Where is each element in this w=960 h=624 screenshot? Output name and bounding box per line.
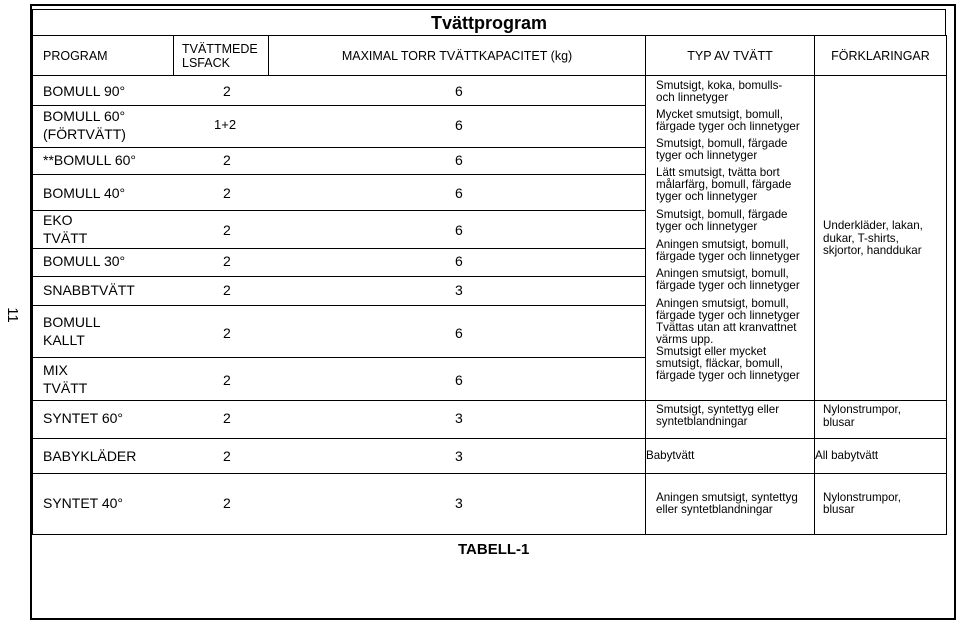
wash-type-text: smutsigt, fläckar, bomull, bbox=[656, 357, 783, 370]
wash-type-text: tyger och linnetyger bbox=[656, 220, 758, 233]
wash-type-text: Aningen smutsigt, bomull, bbox=[656, 238, 789, 251]
program-name: BOMULL 60° bbox=[43, 108, 126, 124]
header-type: TYP AV TVÄTT bbox=[646, 36, 815, 76]
wash-type-text: Aningen smutsigt, syntettyg bbox=[656, 491, 798, 504]
wash-type-text: Babytvätt bbox=[646, 439, 815, 474]
program-fack: 2 bbox=[223, 372, 231, 388]
syntet60-note bbox=[815, 404, 901, 429]
note-text: blusar bbox=[823, 415, 855, 429]
wash-type-text: Aningen smutsigt, bomull, bbox=[656, 297, 789, 310]
row-divider bbox=[33, 248, 645, 249]
note-text: dukar, T-shirts, bbox=[823, 231, 899, 245]
wash-type-text: Aningen smutsigt, bomull, bbox=[656, 267, 789, 280]
program-name: BABYKLÄDER bbox=[43, 448, 137, 464]
program-name: BOMULL 90° bbox=[43, 83, 126, 99]
program-name: SYNTET 40° bbox=[43, 495, 124, 511]
program-block-row bbox=[33, 76, 947, 439]
wash-type-text: Smutsigt eller mycket bbox=[656, 345, 767, 358]
program-list-cell bbox=[33, 76, 646, 439]
notes-cell bbox=[815, 76, 947, 439]
wash-type-text: Smutsigt, bomull, färgade bbox=[656, 208, 788, 221]
program-capacity: 3 bbox=[455, 282, 463, 298]
table-label: TABELL-1 bbox=[458, 541, 530, 558]
note-text: blusar bbox=[823, 503, 855, 516]
row-divider bbox=[33, 305, 645, 306]
row-divider bbox=[33, 276, 645, 277]
program-fack: 2 bbox=[223, 495, 231, 511]
program-capacity: 6 bbox=[455, 372, 463, 388]
program-fack: 2 bbox=[223, 282, 231, 298]
program-name: BOMULL 40° bbox=[43, 185, 126, 201]
wash-type-text: tyger och linnetyger bbox=[656, 149, 758, 162]
row-divider bbox=[33, 105, 645, 106]
wash-type-text: eller syntetblandningar bbox=[656, 503, 773, 516]
wash-type-text: Smutsigt, syntettyg eller bbox=[656, 403, 780, 416]
header-detergent: TVÄTTMEDE LSFACK bbox=[174, 36, 269, 76]
table-header-row bbox=[33, 36, 947, 76]
syntet40-program-cell bbox=[33, 474, 646, 535]
row-divider bbox=[33, 400, 645, 401]
program-fack: 2 bbox=[223, 222, 231, 238]
program-fack: 2 bbox=[223, 152, 231, 168]
program-fack: 2 bbox=[223, 410, 231, 426]
program-name: **BOMULL 60° bbox=[43, 152, 137, 168]
wash-type-text: Lätt smutsigt, tvätta bort bbox=[656, 166, 780, 179]
note-text: Nylonstrumpor, bbox=[823, 403, 901, 416]
note-text: Underkläder, lakan, bbox=[823, 219, 923, 232]
program-name: BOMULL 30° bbox=[43, 253, 126, 269]
program-name: SNABBTVÄTT bbox=[43, 282, 135, 298]
program-capacity: 3 bbox=[455, 410, 463, 426]
program-name: MIX bbox=[43, 362, 68, 378]
program-name: BOMULL bbox=[43, 314, 101, 330]
program-name-line2: (FÖRTVÄTT) bbox=[43, 126, 126, 142]
syntet60-type bbox=[646, 404, 779, 428]
syntet40-type bbox=[646, 474, 815, 535]
header-program: PROGRAM bbox=[33, 36, 174, 76]
program-capacity: 6 bbox=[455, 185, 463, 201]
wash-type-cell bbox=[646, 76, 815, 439]
note-text: All babytvätt bbox=[815, 439, 947, 474]
row-divider bbox=[646, 400, 814, 401]
program-capacity: 6 bbox=[455, 117, 463, 133]
wash-type-text: färgade tyger och linnetyger bbox=[656, 279, 800, 292]
syntet40-note bbox=[815, 474, 947, 535]
program-capacity: 6 bbox=[455, 253, 463, 269]
wash-type-text: syntetblandningar bbox=[656, 415, 748, 428]
program-name: SYNTET 60° bbox=[43, 410, 124, 426]
table-row bbox=[33, 439, 947, 474]
program-capacity: 3 bbox=[455, 495, 463, 511]
program-fack: 2 bbox=[223, 448, 231, 464]
table-row bbox=[33, 474, 947, 535]
program-name-line2: TVÄTT bbox=[43, 380, 88, 396]
note-text: skjortor, handdukar bbox=[823, 244, 922, 257]
wash-type-text: värms upp. bbox=[656, 333, 714, 346]
program-name: EKO bbox=[43, 212, 73, 228]
program-fack: 2 bbox=[223, 185, 231, 201]
header-notes: FÖRKLARINGAR bbox=[815, 36, 947, 76]
wash-type-text: Smutsigt, bomull, färgade bbox=[656, 137, 788, 150]
program-fack: 2 bbox=[223, 325, 231, 341]
program-fack: 1+2 bbox=[214, 117, 237, 132]
program-name-line2: KALLT bbox=[43, 332, 85, 348]
wash-program-table bbox=[32, 35, 947, 535]
wash-type-text: Mycket smutsigt, bomull, bbox=[656, 108, 783, 121]
program-capacity: 3 bbox=[455, 448, 463, 464]
wash-type-text: Tvättas utan att kranvattnet bbox=[656, 321, 797, 334]
wash-type-text: Smutsigt, koka, bomulls- bbox=[656, 79, 783, 92]
program-capacity: 6 bbox=[455, 83, 463, 99]
wash-type-text: tyger och linnetyger bbox=[656, 190, 758, 203]
wash-type-text: färgade tyger och linnetyger bbox=[656, 369, 800, 382]
row-divider bbox=[33, 210, 645, 211]
header-capacity: MAXIMAL TORR TVÄTTKAPACITET (kg) bbox=[269, 36, 646, 76]
notes-block bbox=[815, 220, 923, 258]
row-divider bbox=[33, 147, 645, 148]
wash-type-text: färgade tyger och linnetyger bbox=[656, 309, 800, 322]
program-name-line2: TVÄTT bbox=[43, 230, 88, 246]
note-text: Nylonstrumpor, bbox=[823, 490, 901, 504]
program-fack: 2 bbox=[223, 83, 231, 99]
wash-type-text: målarfärg, bomull, färgade bbox=[656, 178, 792, 191]
wash-type-text: färgade tyger och linnetyger bbox=[656, 120, 800, 133]
row-divider bbox=[815, 400, 946, 401]
program-fack: 2 bbox=[223, 253, 231, 269]
program-capacity: 6 bbox=[455, 152, 463, 168]
page-title: Tvättprogram bbox=[32, 9, 946, 35]
wash-type-text: färgade tyger och linnetyger bbox=[656, 250, 800, 263]
row-divider bbox=[33, 174, 645, 175]
program-capacity: 6 bbox=[455, 222, 463, 238]
baby-program-cell bbox=[33, 439, 646, 474]
wash-type-text: och linnetyger bbox=[656, 91, 729, 104]
wash-type-list bbox=[646, 80, 814, 382]
program-capacity: 6 bbox=[455, 325, 463, 341]
page-number: 11 bbox=[4, 307, 21, 323]
row-divider bbox=[33, 357, 645, 358]
